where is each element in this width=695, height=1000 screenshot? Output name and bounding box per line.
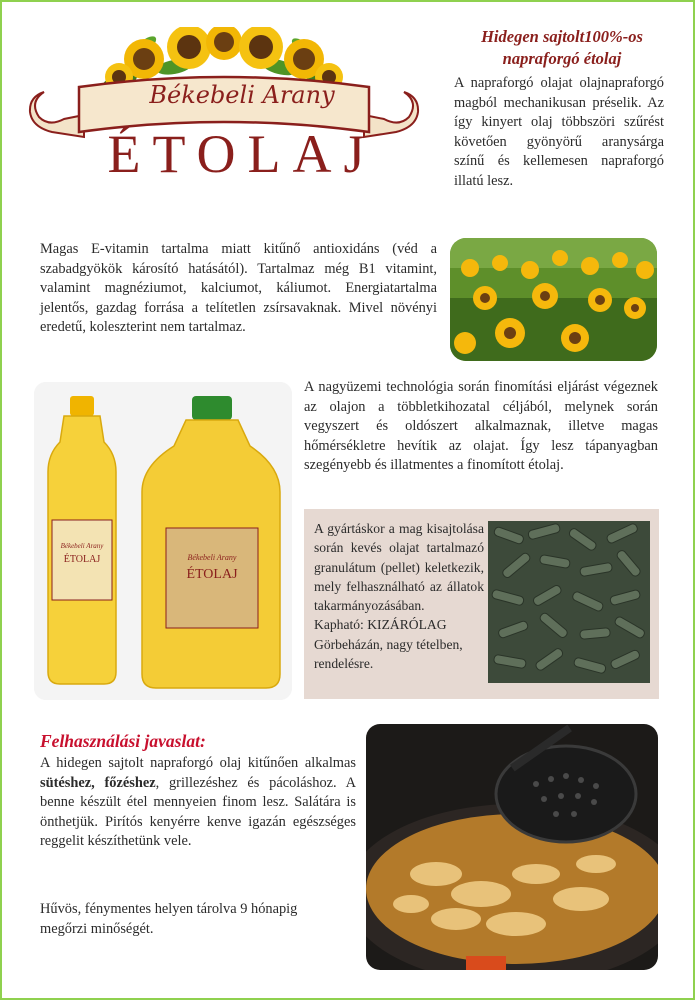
frying-pan-photo: [366, 724, 658, 970]
sunflower-field-photo: [450, 238, 657, 361]
small-bottle-brand: Békebeli Arany: [60, 542, 104, 550]
intro-paragraph: A napraforgó olajat olajnapraforgó magból mechanikusan préselik. Az így kinyert olaj többszöri szűrést követően gyönyörű aranysárga színű és kellemesen napraforgó illatú lesz.: [454, 75, 664, 189]
large-bottle-product: ÉTOLAJ: [186, 567, 238, 582]
usage-bold-cooking: főzéshez: [104, 774, 156, 791]
pellet-availability: Kapható: KIZÁRÓLAG Görbeházán, nagy tételben, rendelésre.: [314, 617, 463, 672]
usage-text-before: A hidegen sajtolt napraforgó olaj kitűnően alkalmas: [40, 755, 356, 771]
usage-separator: ,: [91, 774, 105, 791]
pellet-photo: [488, 521, 650, 683]
intro-heading: Hidegen sajtolt100%-os napraforgó étolaj: [481, 27, 643, 68]
storage-paragraph: Hűvös, fénymentes helyen tárolva 9 hónapig megőrzi minőségét.: [40, 901, 298, 937]
logo-brand-text: Békebeli Arany: [149, 81, 335, 109]
pellet-paragraph: A gyártáskor a mag kisajtolása során kevés olajat tartalmazó granulátum (pellet) keletkezik, mely felhasználható az állatok takarmányozásában.: [314, 521, 484, 614]
oil-bottles-photo: [34, 382, 292, 700]
large-bottle-brand: Békebeli Arany: [187, 553, 237, 562]
usage-bold-frying: sütéshez: [40, 774, 92, 791]
small-bottle-product: ÉTOLAJ: [63, 554, 101, 565]
refining-paragraph: A nagyüzemi technológia során finomítási eljárást végeznek az olajon a többletkihozatal céljából, melynek során vegyszert és oldószert alkalmaznak, illetve magas hőmérsékletre hevítik az olajat. Így lesz tápanyagban szegényebb és illatmentes a finomított étolaj.: [304, 379, 658, 473]
usage-heading: Felhasználási javaslat:: [40, 731, 206, 751]
usage-text-after: , grillezéshez és pácoláshoz. A benne készült étel mennyeien finom lesz. Salátára is önthetjük. Pirítós kenyérre kenve igazán egészséges reggelit készíthetünk vele.: [40, 774, 356, 849]
vitamin-paragraph: Magas E-vitamin tartalma miatt kitűnő antioxidáns (véd a szabadgyökök károsító hatásától). Tartalmaz még B1 vitamint, valamint magnéziumot, kalciumot, káliumot. Energiatartalma jelentős, gazdag forrása a telítetlen zsírsavaknak. Mivel növényi eredetű, koleszterint nem tartalmaz.: [40, 241, 437, 335]
usage-paragraph: [40, 754, 356, 852]
pellet-text-block: [314, 519, 484, 673]
logo-title: ÉTOLAJ: [107, 124, 377, 184]
